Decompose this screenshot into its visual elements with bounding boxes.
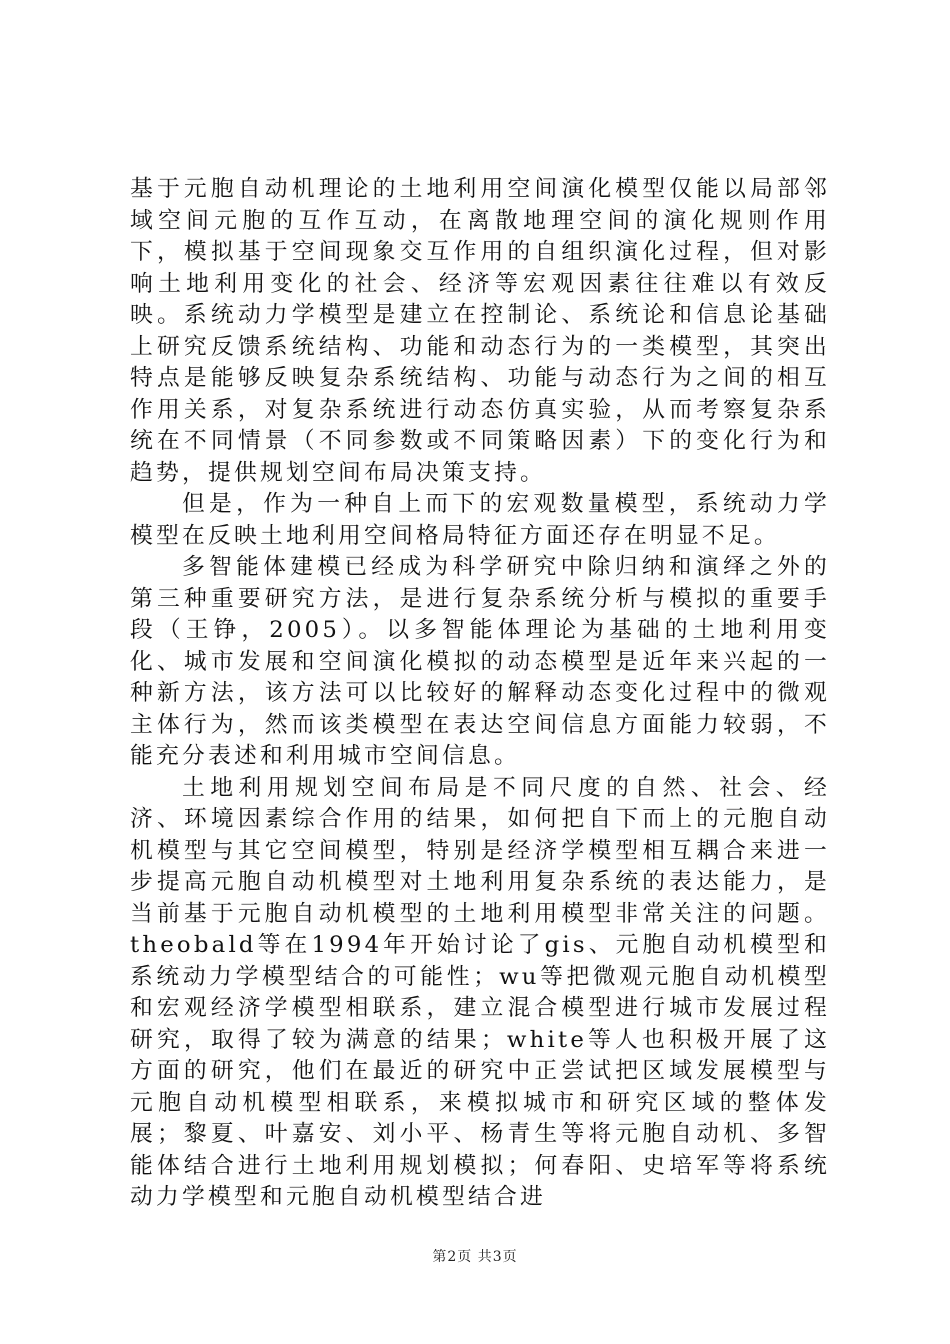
document-body: [130, 174, 830, 1214]
paragraph-system-dynamics-limitation: 但是，作为一种自上而下的宏观数量模型，系统动力学模型在反映土地利用空间格局特征方面还存在明显不足。: [130, 491, 830, 549]
paragraph-land-use-layout: 土地利用规划空间布局是不同尺度的自然、社会、经济、环境因素综合作用的结果，如何把自下而上的元胞自动机模型与其它空间模型，特别是经济学模型相互耦合来进一步提高元胞自动机模型对土地利用复杂系统的表达能力，是当前基于元胞自动机模型的土地利用模型非常关注的问题。theobald等在1994年开始讨论了gis、元胞自动机模型和系统动力学模型结合的可能性；wu等把微观元胞自动机模型和宏观经济学模型相联系，建立混合模型进行城市发展过程研究，取得了较为满意的结果；white等人也积极开展了这方面的研究，他们在最近的研究中正尝试把区域发展模型与元胞自动机模型相联系，来模拟城市和研究区域的整体发展；黎夏、叶嘉安、刘小平、杨青生等将元胞自动机、多智能体结合进行土地利用规划模拟；何春阳、史培军等将系统动力学模型和元胞自动机模型结合进: [130, 774, 830, 1210]
paragraph-multi-agent-modeling: 多智能体建模已经成为科学研究中除归纳和演绎之外的第三种重要研究方法，是进行复杂系统分析与模拟的重要手段（王铮，2005）。以多智能体理论为基础的土地利用变化、城市发展和空间演化模拟的动态模型是近年来兴起的一种新方法，该方法可以比较好的解释动态变化过程中的微观主体行为，然而该类模型在表达空间信息方面能力较弱，不能充分表述和利用城市空间信息。: [130, 554, 830, 769]
paragraph-cellular-automata: 基于元胞自动机理论的土地利用空间演化模型仅能以局部邻域空间元胞的互作互动，在离散地理空间的演化规则作用下，模拟基于空间现象交互作用的自组织演化过程，但对影响土地利用变化的社会、经济等宏观因素往往难以有效反映。系统动力学模型是建立在控制论、系统论和信息论基础上研究反馈系统结构、功能和动态行为的一类模型，其突出特点是能够反映复杂系统结构、功能与动态行为之间的相互作用关系，对复杂系统进行动态仿真实验，从而考察复杂系统在不同情景（不同参数或不同策略因素）下的变化行为和趋势，提供规划空间布局决策支持。: [130, 176, 830, 486]
page-number-footer: 第2页 共3页: [432, 1249, 518, 1265]
